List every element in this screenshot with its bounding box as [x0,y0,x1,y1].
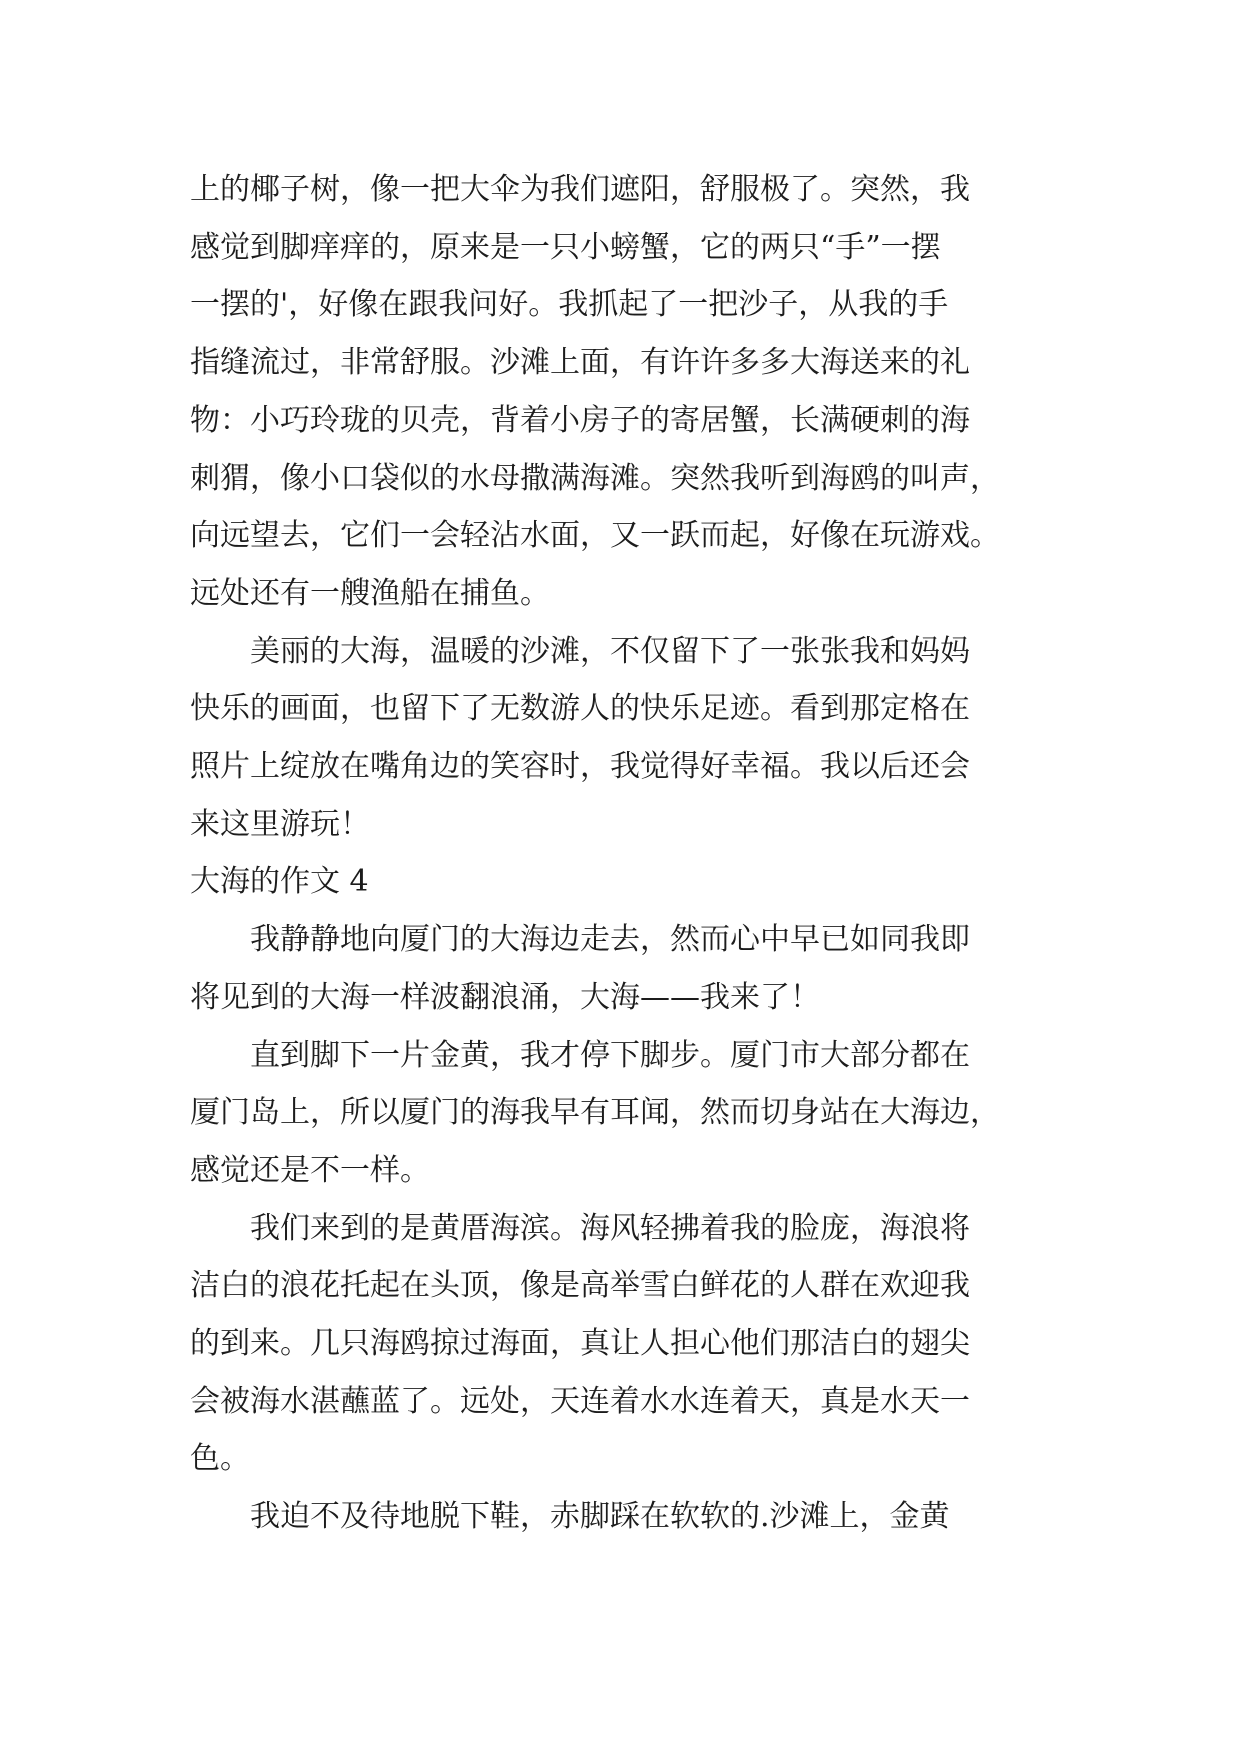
paragraph-barefoot [190,1488,1052,1546]
text-line: 远处还有一艘渔船在捕鱼。 [190,575,550,611]
text-line: 洁白的浪花托起在头顶，像是高举雪白鲜花的人群在欢迎我 [190,1268,970,1304]
text-line: 物：小巧玲珑的贝壳，背着小房子的寄居蟹，长满硬刺的海 [190,402,970,438]
text-line: 一摆的'，好像在跟我问好。我抓起了一把沙子，从我的手 [190,287,949,323]
paragraph-huangcuo-beach [190,1200,1052,1489]
document-body [190,161,1052,1546]
text-line: 我迫不及待地脱下鞋，赤脚踩在软软的.沙滩上，金黄 [190,1499,950,1535]
text-line: 刺猬，像小口袋似的水母撒满海滩。突然我听到海鸥的叫声， [190,460,1000,496]
text-line: 感觉还是不一样。 [190,1152,430,1188]
paragraph-xiamen-island [190,1027,1052,1200]
text-line: 上的椰子树，像一把大伞为我们遮阳，舒服极了。突然，我 [190,172,970,207]
text-line: 厦门岛上，所以厦门的海我早有耳闻，然而切身站在大海边， [190,1095,1000,1131]
text-line: 来这里游玩！ [190,806,370,842]
text-line: 我们来到的是黄厝海滨。海风轻拂着我的脸庞，海浪将 [190,1210,970,1246]
text-line: 向远望去，它们一会轻沾水面，又一跃而起，好像在玩游戏。 [190,518,1000,554]
text-line: 我静静地向厦门的大海边走去，然而心中早已如同我即 [190,922,970,958]
text-line: 美丽的大海，温暖的沙滩，不仅留下了一张张我和妈妈 [190,633,970,669]
text-line: 指缝流过，非常舒服。沙滩上面，有许许多多大海送来的礼 [190,345,970,381]
paragraph-walking-to-sea [190,911,1052,1026]
text-line: 照片上绽放在嘴角边的笑容时，我觉得好幸福。我以后还会 [190,749,970,785]
text-line: 快乐的画面，也留下了无数游人的快乐足迹。看到那定格在 [190,691,970,727]
text-line: 的到来。几只海鸥掠过海面，真让人担心他们那洁白的翅尖 [190,1326,970,1362]
paragraph-beach-gifts [190,161,1052,623]
text-line: 直到脚下一片金黄，我才停下脚步。厦门市大部分都在 [190,1037,970,1073]
paragraph-conclusion [190,623,1052,854]
text-line: 将见到的大海一样波翻浪涌，大海——我来了！ [190,979,820,1015]
text-line: 色。 [190,1441,250,1477]
text-line: 会被海水湛蘸蓝了。远处，天连着水水连着天，真是水天一 [190,1383,970,1419]
essay-heading: 大海的作文 4 [190,864,369,900]
text-line: 感觉到脚痒痒的，原来是一只小螃蟹，它的两只“手”一摆 [190,229,941,265]
